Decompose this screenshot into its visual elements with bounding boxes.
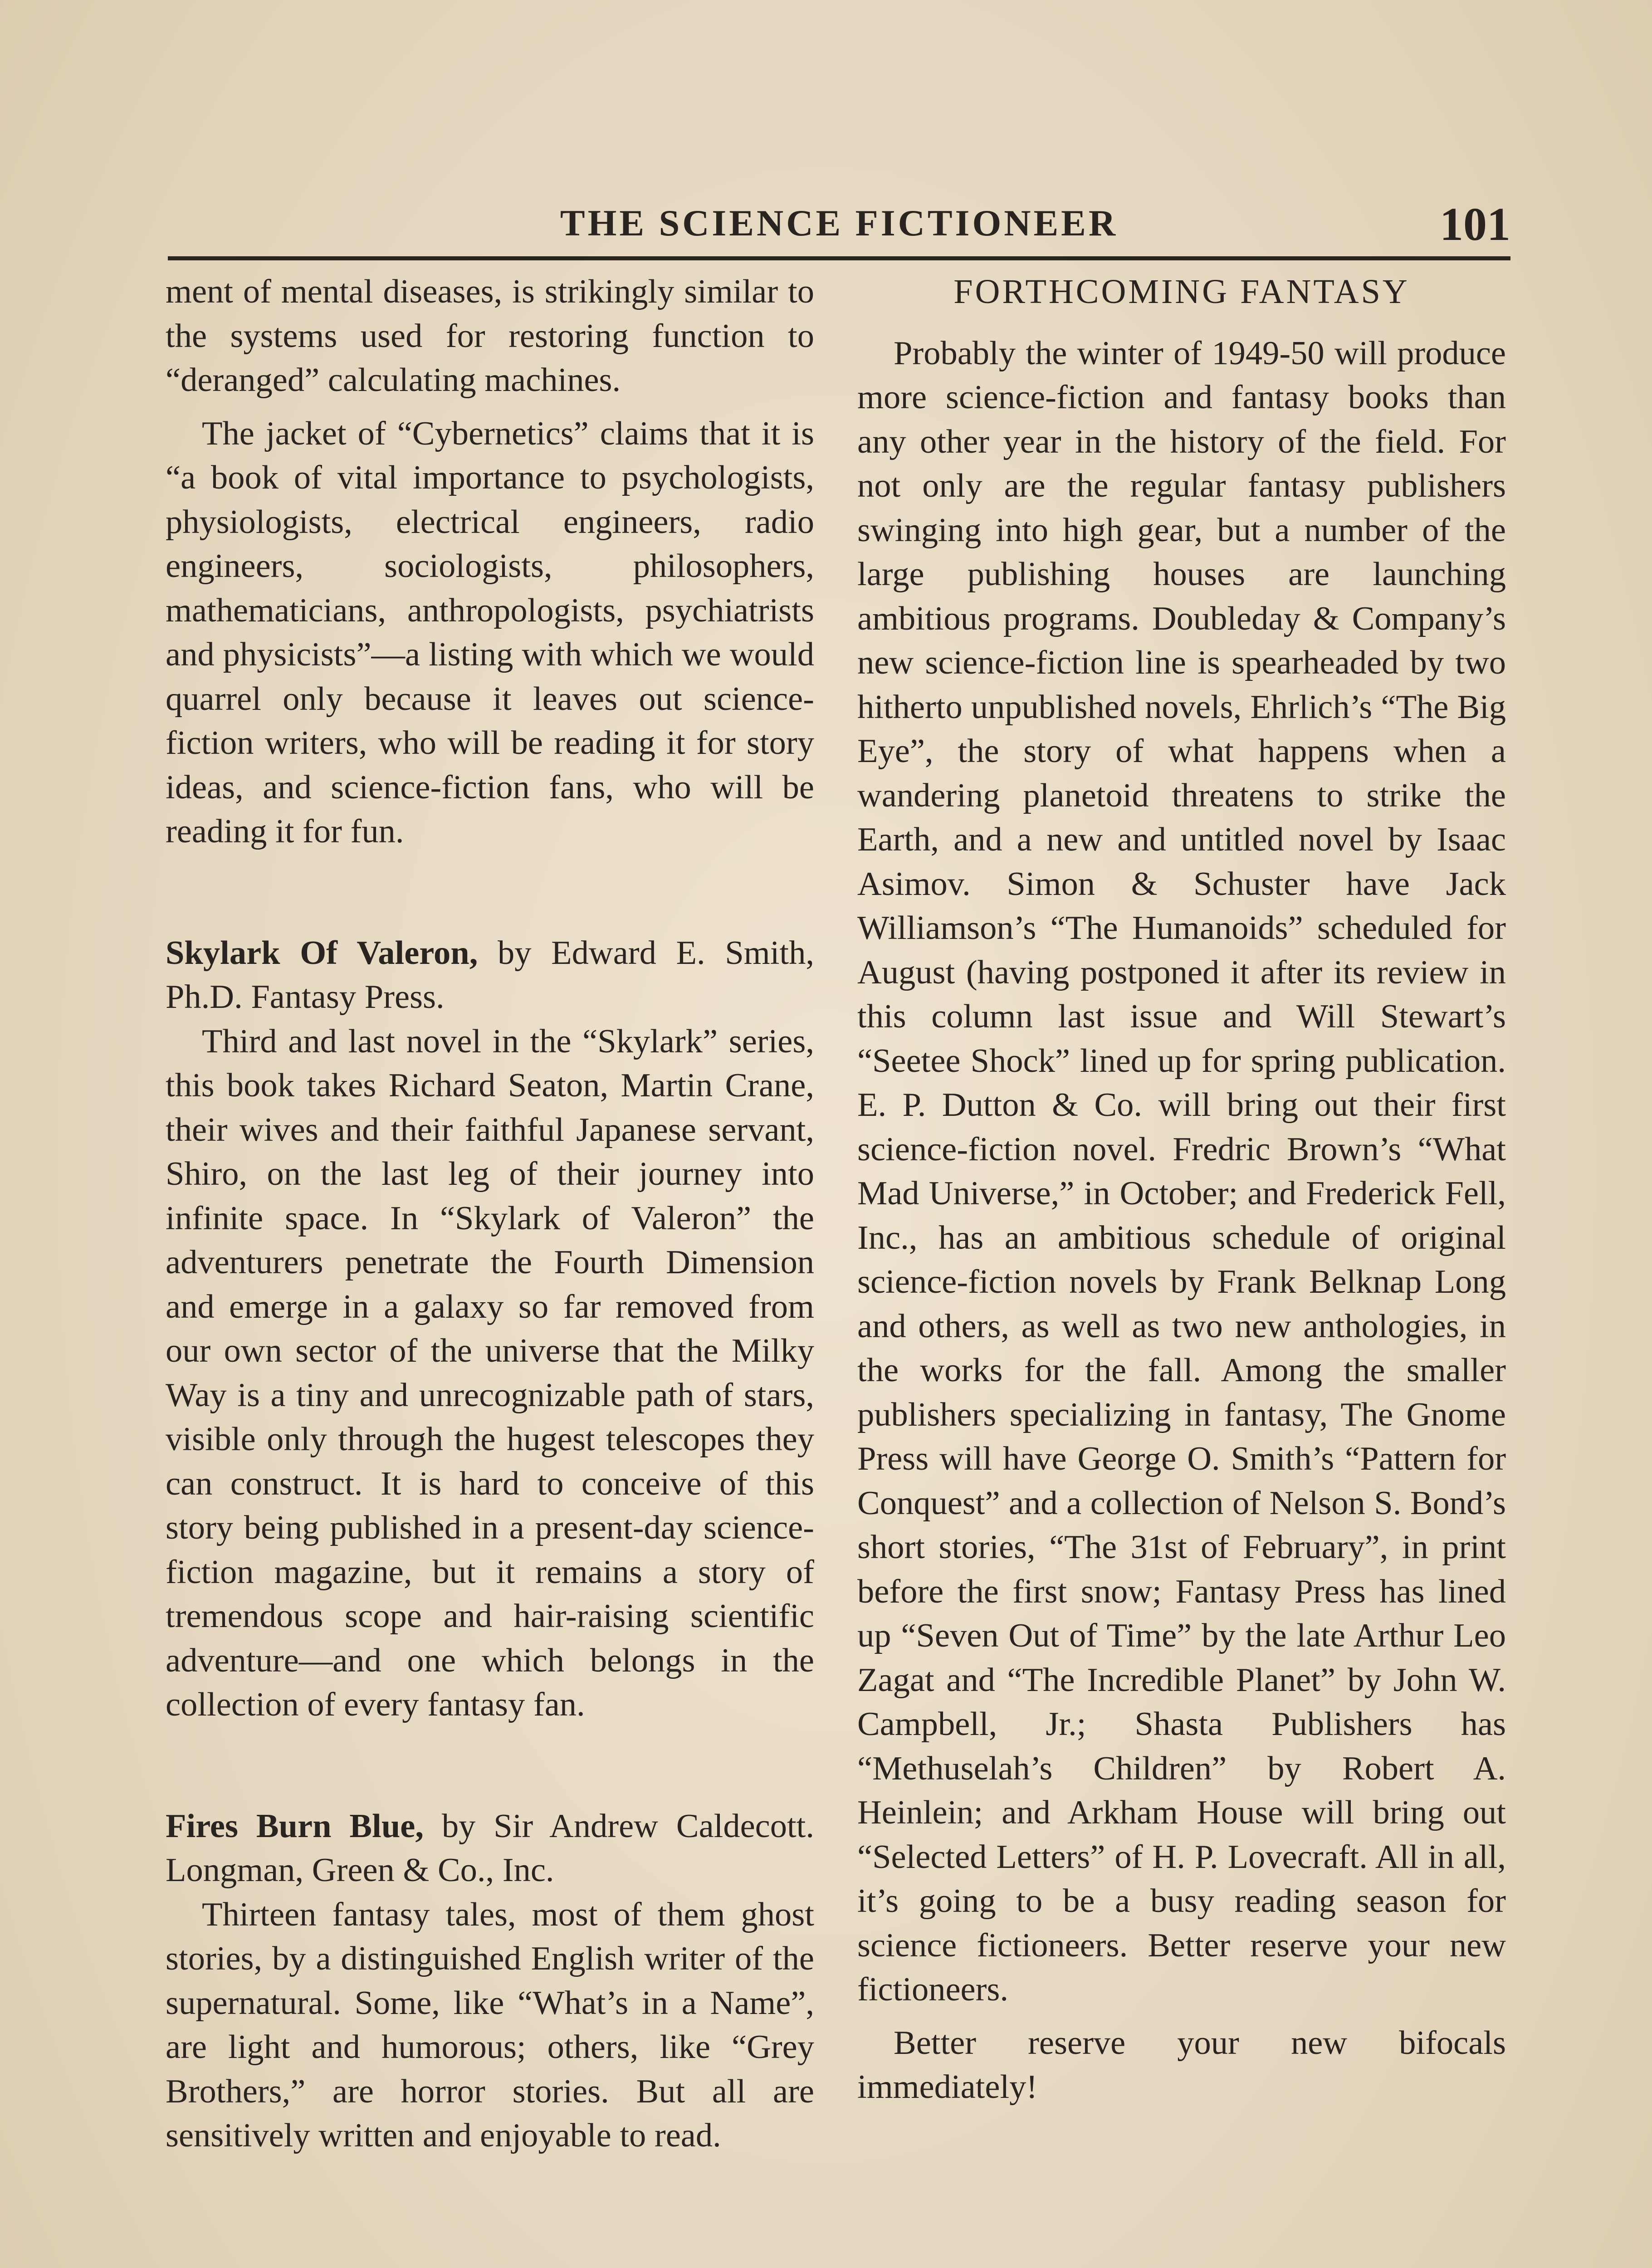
running-title: THE SCIENCE FICTIONEER [560,202,1119,244]
review-byline: by Sir Andrew Caldecott. Longman, Green & Co., Inc. [166,1807,815,1889]
paragraph: Probably the winter of 1949-50 will produce more science-fiction and fantasy books than any other year in the history of the field. For not only are the regular fantasy publishers swinging into high gear, but a number of the large publishing houses are launching ambitious programs. Doubleday & Company’s new science-fiction line is spearheaded by two hitherto unpublished novels, Ehrlich’s “The Big Eye”, the story of what happens when a wandering planetoid threatens to strike the Earth, and a new and untitled novel by Isaac Asimov. Simon & Schuster have Jack Williamson’s “The Humanoids” scheduled for August (having postponed it after its review in this column last issue and Will Stewart’s “Seetee Shock” lined up for spring publication. E. P. Dutton & Co. will bring out their first science-fiction novel. Fredric Brown’s “What Mad Universe,” in October; and Frederick Fell, Inc., has an ambitious schedule of original science-fiction novels by Frank Belknap Long and others, as well as two new anthologies, in the works for the fall. Among the smaller publishers specializing in fantasy, The Gnome Press will have George O. Smith’s “Pattern for Conquest” and a collection of Nelson S. Bond’s short stories, “The 31st of February”, in print before the first snow; Fantasy Press has lined up “Seven Out of Time” by the late Arthur Leo Zagat and “The Incredible Planet” by John W. Campbell, Jr.; Shasta Publishers has “Methuselah’s Children” by Robert A. Heinlein; and Arkham House will bring out “Selected Letters” of H. P. Lovecraft. All in all, it’s going to be a busy reading season for science fictioneers. Better reserve your new fictioneers. [857,334,1506,2008]
section-gap [166,1727,814,1804]
review-heading [166,1804,814,1893]
section-title: FORTHCOMING FANTASY [953,273,1410,311]
paragraph: The jacket of “Cybernetics” claims that it is “a book of vital importance to psychologists, physiologists, electrical engineers, radio engineers, sociologists, philosophers, mathematicians, anthropologists, psychiatrists and physicists”—a listing with which we would quarrel only because it leaves out science-fiction writers, who will be reading it for story ideas, and science-fiction fans, who will be reading it for fun. [166,415,814,850]
paragraph: Better reserve your new bifocals immediately! [857,2024,1506,2106]
review-body: Thirteen fantasy tales, most of them ghost stories, by a distinguished English writer of the supernatural. Some, like “What’s in a Name”, are light and humorous; others, like “Grey Brothers,” are horror stories. But all are sensitively written and enjoyable to read. [166,1896,814,2154]
review-title: Fires Burn Blue, [166,1807,424,1845]
paragraph: ment of mental diseases, is strikingly similar to the systems used for restoring function to “deranged” calculating machines. [166,273,814,399]
review-heading [166,931,814,1020]
review-body: Third and last novel in the “Skylark” series, this book takes Richard Seaton, Martin Crane, their wives and their faithful Japanese servant, Shiro, on the last leg of their journey into infinite space. In “Skylark of Valeron” the adventurers penetrate the Fourth Dimension and emerge in a galaxy so far removed from our own sector of the universe that the Milky Way is a tiny and unrecognizable path of stars, visible only through the hugest telescopes they can construct. It is hard to conceive of this story being published in a present-day science-fiction magazine, but it remains a story of tremendous scope and hair-raising scientific adventure—and one which belongs in the collection of every fantasy fan. [166,1022,814,1723]
left-column [166,270,814,2158]
section-gap [166,854,814,931]
review-title: Skylark Of Valeron, [166,934,478,972]
page-number: 101 [1440,198,1510,250]
review-byline: by Edward E. Smith, Ph.D. Fantasy Press. [166,934,814,1016]
running-header [168,193,1510,260]
right-column [857,270,1506,2110]
